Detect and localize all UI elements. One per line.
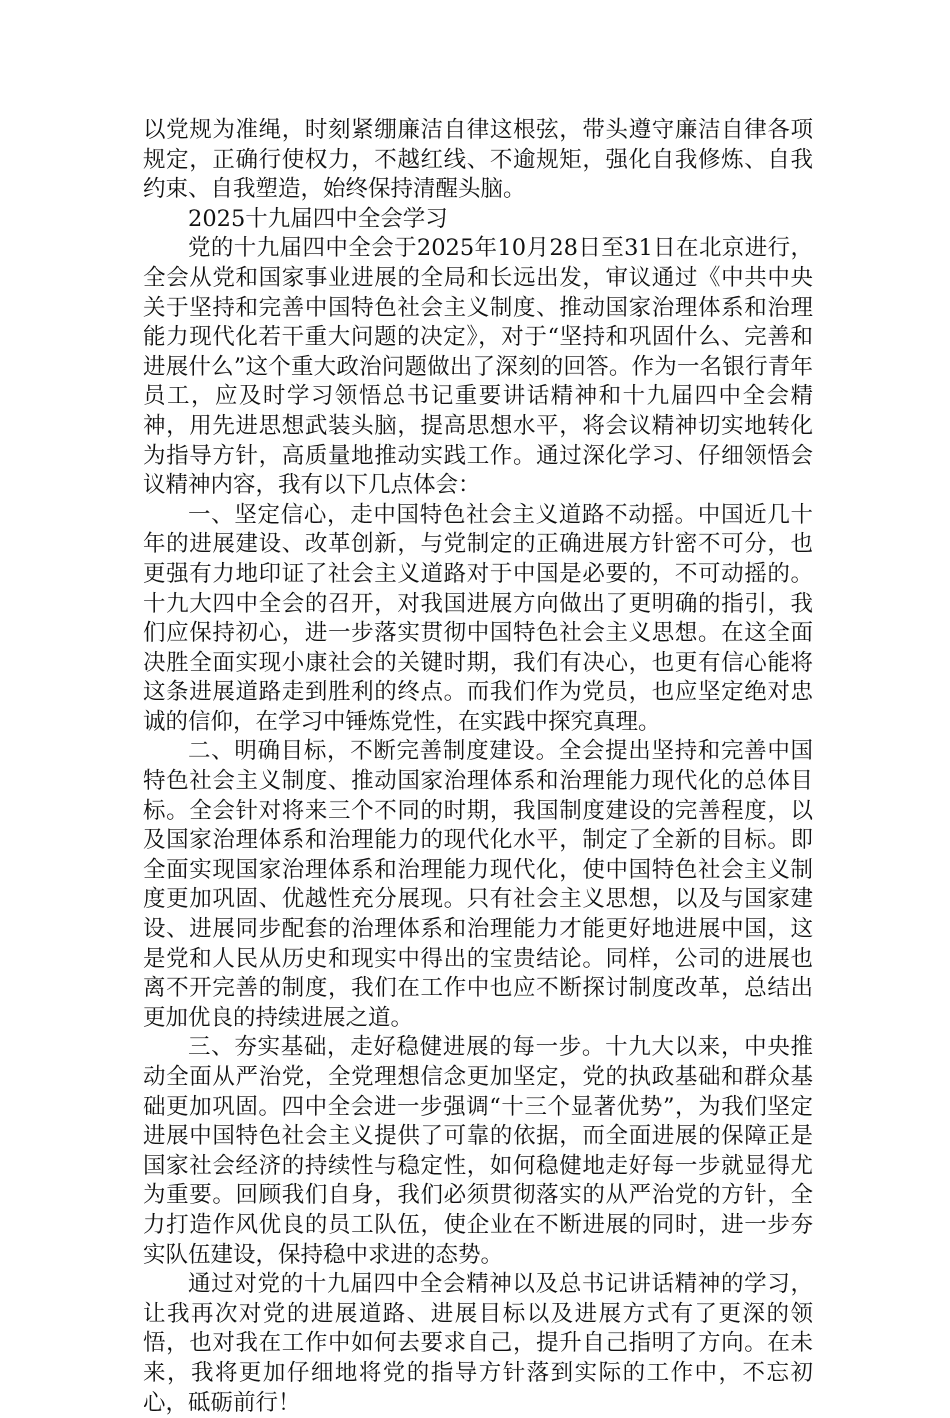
paragraph-point-two: 二、明确目标，不断完善制度建设。全会提出坚持和完善中国特色社会主义制度、推动国家治理体系和治理能力现代化的总体目标。全会针对将来三个不同的时期，我国制度建设的完善程度，以及国家治理体系和治理能力的现代化水平，制定了全新的目标。即全面实现国家治理体系和治理能力现代化，使中国特色社会主义制度更加巩固、优越性充分展现。只有社会主义思想，以及与国家建设、进展同步配套的治理体系和治理能力才能更好地进展中国，这是党和人民从历史和现实中得出的宝贵结论。同样，公司的进展也离不开完善的制度，我们在工作中也应不断探讨制度改革，总结出更加优良的持续进展之道。	[143, 738, 813, 1031]
paragraph-point-three: 三、夯实基础，走好稳健进展的每一步。十九大以来，中央推动全面从严治党，全党理想信念更加坚定，党的执政基础和群众基础更加巩固。四中全会进一步强调“十三个显著优势”，为我们坚定进展中国特色社会主义提供了可靠的依据，而全面进展的保障正是国家社会经济的持续性与稳定性，如何稳健地走好每一步就显得尤为重要。回顾我们自身，我们必须贯彻落实的从严治党的方针，全力打造作风优良的员工队伍，使企业在不断进展的同时，进一步夯实队伍建设，保持稳中求进的态势。	[143, 1034, 813, 1268]
paragraph-continuation: 以党规为准绳，时刻紧绷廉洁自律这根弦，带头遵守廉洁自律各项规定，正确行使权力，不越红线、不逾规矩，强化自我修炼、自我约束、自我塑造，始终保持清醒头脑。	[143, 117, 813, 203]
paragraph-conclusion: 通过对党的十九届四中全会精神以及总书记讲话精神的学习，让我再次对党的进展道路、进展目标以及进展方式有了更深的领悟，也对我在工作中如何去要求自己，提升自己指明了方向。在未来，我将更加仔细地将党的指导方针落到实际的工作中，不忘初心，砥砺前行！	[143, 1271, 813, 1416]
paragraph-intro: 党的十九届四中全会于2025年10月28日至31日在北京进行，全会从党和国家事业进展的全局和长远出发，审议通过《中共中央关于坚持和完善中国特色社会主义制度、推动国家治理体系和治理能力现代化若干重大问题的决定》，对于“坚持和巩固什么、完善和进展什么”这个重大政治问题做出了深刻的回答。作为一名银行青年员工，应及时学习领悟总书记重要讲话精神和十九届四中全会精神，用先进思想武装头脑，提高思想水平，将会议精神切实地转化为指导方针，高质量地推动实践工作。通过深化学习、仔细领悟会议精神内容，我有以下几点体会：	[143, 235, 813, 499]
paragraph-point-one: 一、坚定信心，走中国特色社会主义道路不动摇。中国近几十年的进展建设、改革创新，与党制定的正确进展方针密不可分，也更强有力地印证了社会主义道路对于中国是必要的，不可动摇的。十九大四中全会的召开，对我国进展方向做出了更明确的指引，我们应保持初心，进一步落实贯彻中国特色社会主义思想。在这全面决胜全面实现小康社会的关键时期，我们有决心，也更有信心能将这条进展道路走到胜利的终点。而我们作为党员，也应坚定绝对忠诚的信仰，在学习中锤炼党性，在实践中探究真理。	[143, 501, 813, 735]
section-heading: 2025十九届四中全会学习	[188, 205, 448, 232]
document-body	[143, 116, 813, 1418]
